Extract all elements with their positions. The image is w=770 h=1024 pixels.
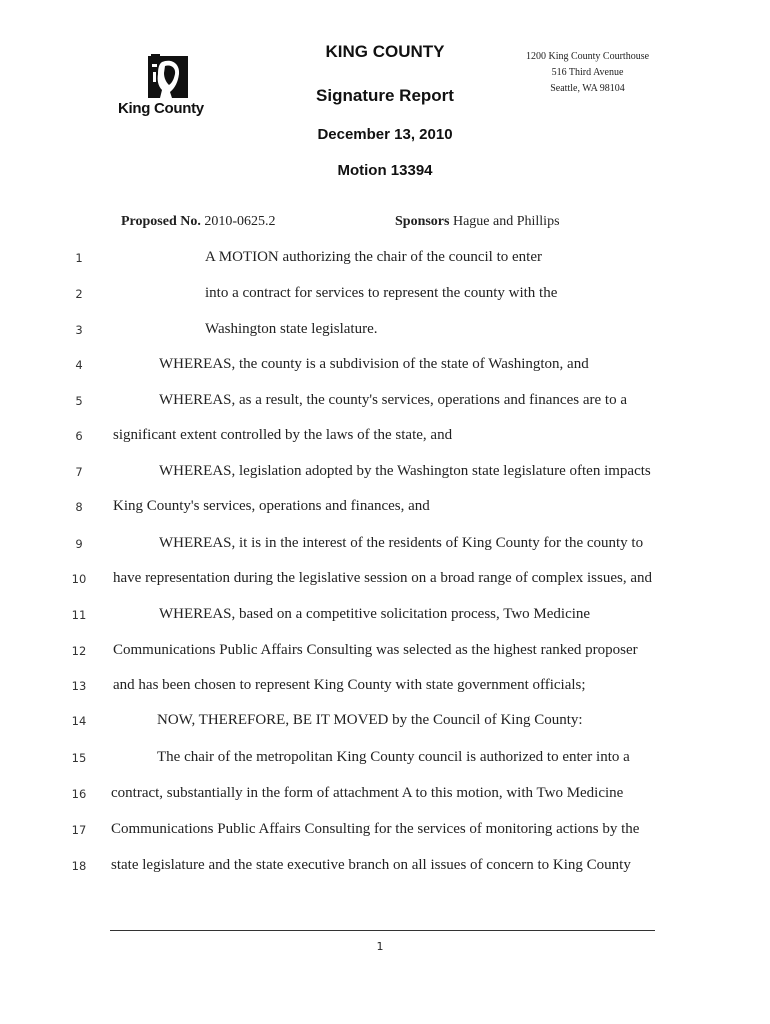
line-text: WHEREAS, it is in the interest of the residents of King County for the county to <box>159 535 644 551</box>
document-line <box>0 785 770 805</box>
line-text: into a contract for services to represent the county with the <box>205 285 558 301</box>
document-line <box>0 606 770 626</box>
line-number: 17 <box>71 823 87 837</box>
document-line <box>0 321 770 341</box>
sponsors-value: Hague and Phillips <box>452 214 560 229</box>
footer-divider <box>110 930 655 931</box>
document-line <box>0 677 770 697</box>
line-text: WHEREAS, legislation adopted by the Washington state legislature often impacts <box>159 463 651 479</box>
line-number: 15 <box>71 751 87 765</box>
address-block <box>505 49 670 97</box>
line-number: 10 <box>71 572 87 586</box>
document-line <box>0 463 770 483</box>
line-text: WHEREAS, as a result, the county's services, operations and finances are to a <box>159 392 627 408</box>
line-number: 3 <box>75 323 83 337</box>
report-date: December 13, 2010 <box>317 126 453 143</box>
document-line <box>0 821 770 841</box>
proposed-number <box>121 214 276 230</box>
line-text: contract, substantially in the form of attachment A to this motion, with Two Medicine <box>111 785 624 801</box>
line-number: 4 <box>75 358 83 372</box>
king-county-portrait-icon <box>148 54 188 98</box>
sponsors <box>395 214 560 230</box>
document-line <box>0 857 770 877</box>
document-line <box>0 249 770 269</box>
proposed-value: 2010-0625.2 <box>204 214 276 229</box>
line-text: Communications Public Affairs Consulting was selected as the highest ranked proposer <box>113 642 638 658</box>
line-text: WHEREAS, the county is a subdivision of the state of Washington, and <box>159 356 589 372</box>
line-number: 9 <box>75 537 83 551</box>
line-number: 2 <box>75 287 83 301</box>
line-text: Communications Public Affairs Consulting for the services of monitoring actions by the <box>111 821 640 837</box>
address-line: Seattle, WA 98104 <box>550 83 625 94</box>
line-text: significant extent controlled by the laws of the state, and <box>113 427 453 443</box>
line-number: 6 <box>75 429 83 443</box>
report-title: Signature Report <box>316 86 454 105</box>
line-number: 16 <box>71 787 87 801</box>
line-text: Washington state legislature. <box>205 321 378 337</box>
line-text: The chair of the metropolitan King County council is authorized to enter into a <box>157 749 630 765</box>
motion-number: Motion 13394 <box>337 162 433 179</box>
line-text: WHEREAS, based on a competitive solicitation process, Two Medicine <box>159 606 591 622</box>
address-line: 1200 King County Courthouse <box>525 51 650 62</box>
line-number: 18 <box>71 859 87 873</box>
document-line <box>0 392 770 412</box>
document-line <box>0 498 770 518</box>
sponsors-label: Sponsors <box>395 214 450 229</box>
line-number: 5 <box>75 394 83 408</box>
document-line <box>0 712 770 732</box>
document-line <box>0 749 770 769</box>
county-title: KING COUNTY <box>325 42 445 61</box>
line-text: state legislature and the state executive branch on all issues of concern to King County <box>111 857 631 873</box>
address-line: 516 Third Avenue <box>551 67 624 78</box>
document-line <box>0 535 770 555</box>
line-text: A MOTION authorizing the chair of the council to enter <box>205 249 542 265</box>
line-text: NOW, THEREFORE, BE IT MOVED by the Council of King County: <box>157 712 583 728</box>
line-number: 8 <box>75 500 83 514</box>
document-line <box>0 642 770 662</box>
line-number: 7 <box>75 465 83 479</box>
line-number: 12 <box>71 644 87 658</box>
line-text: have representation during the legislative session on a broad range of complex issues, and <box>113 570 653 586</box>
line-number: 1 <box>75 251 83 265</box>
document-line <box>0 356 770 376</box>
line-number: 11 <box>71 608 87 622</box>
line-text: and has been chosen to represent King County with state government officials; <box>113 677 586 693</box>
proposed-label: Proposed No. <box>121 214 201 229</box>
page-number: 1 <box>376 940 384 953</box>
document-line <box>0 285 770 305</box>
line-text: King County's services, operations and finances, and <box>113 498 430 514</box>
logo-text: King County <box>118 100 204 117</box>
document-line <box>0 570 770 590</box>
line-number: 13 <box>71 679 87 693</box>
document-line <box>0 427 770 447</box>
line-number: 14 <box>71 714 87 728</box>
